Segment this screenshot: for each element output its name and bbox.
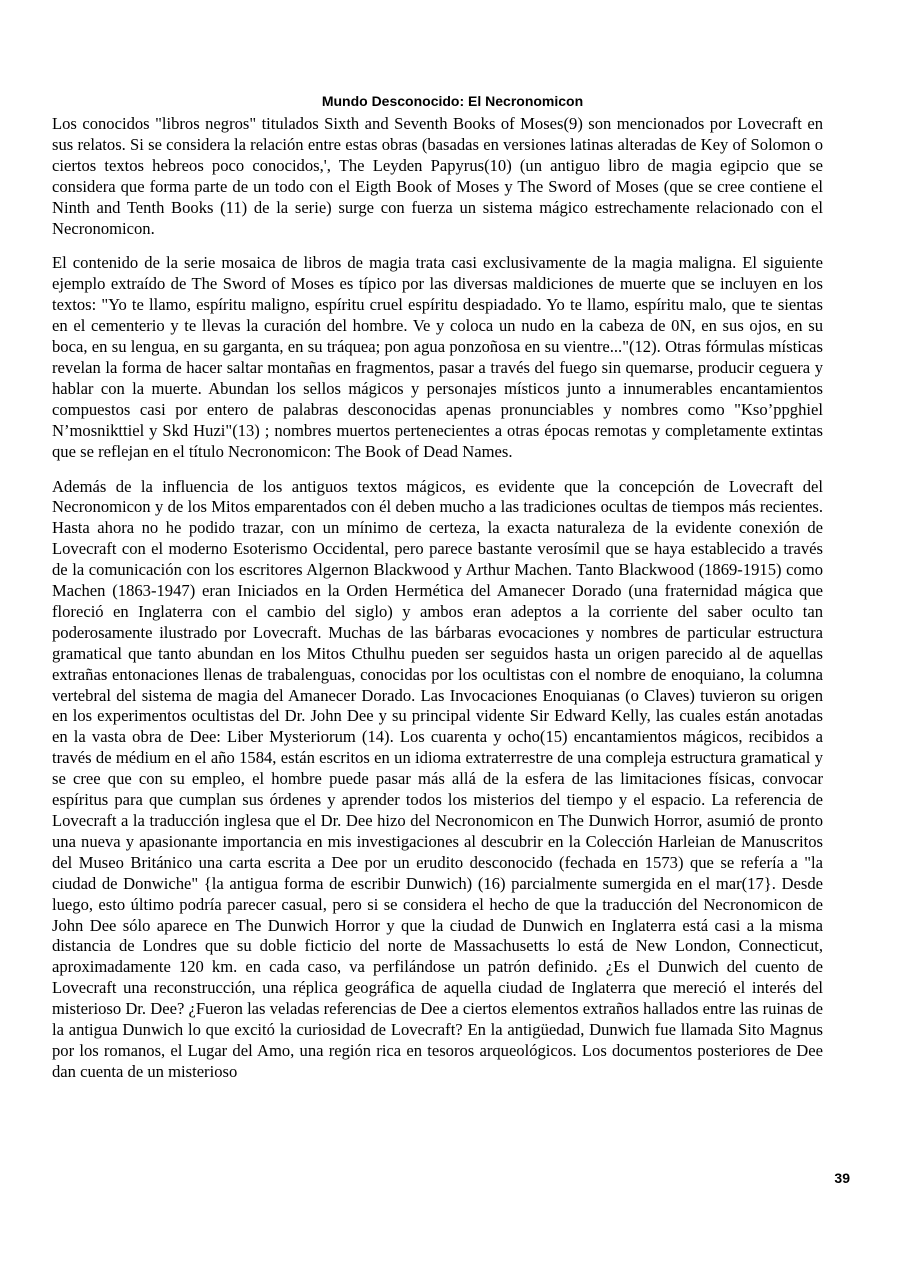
body-text: [52, 114, 823, 1097]
page-number: 39: [834, 1170, 850, 1186]
paragraph-3: Además de la influencia de los antiguos textos mágicos, es evidente que la concepción de Lovecraft del Necronomicon y de los Mitos emparentados con él deben mucho a las tradiciones ocultas de tiempos más recientes. Hasta ahora no he podido trazar, con un mínimo de certeza, la exacta naturaleza de la evidente conexión de Lovecraft con el moderno Esoterismo Occidental, pero parece bastante verosímil que se haya establecido a través de la comunicación con los escritores Algernon Blackwood y Arthur Machen. Tanto Blackwood (1869-1915) como Machen (1863-1947) eran Iniciados en la Orden Hermética del Amanecer Dorado (una fraternidad mágica que floreció en Inglaterra con el cambio del siglo) y ambos eran adeptos a la corriente del saber oculto tan poderosamente ilustrado por Lovecraft. Muchas de las bárbaras evocaciones y nombres de particular estructura gramatical que tanto abundan en los Mitos Cthulhu pueden ser seguidos hasta un origen parecido al de aquellas extrañas entonaciones llenas de trabalenguas, conocidas por los ocultistas con el nombre de enoquiano, la columna vertebral del sistema de magia del Amanecer Dorado. Las Invocaciones Enoquianas (o Claves) tuvieron su origen en los experimentos ocultistas del Dr. John Dee y su principal vidente Sir Edward Kelly, las cuales están anotadas en la vasta obra de Dee: Liber Mysteriorum (14). Los cuarenta y ocho(15) encantamientos mágicos, recibidos a través de médium en el año 1584, están escritos en un idioma extraterrestre de una compleja estructura gramatical y se cree que con su empleo, el hombre puede pasar más allá de la esfera de las limitaciones físicas, convocar espíritus para que cumplan sus órdenes y aprender todos los misterios del tiempo y el espacio. La referencia de Lovecraft a la traducción inglesa que el Dr. Dee hizo del Necronomicon en The Dunwich Horror, asumió de pronto una nueva y apasionante importancia en mis investigaciones al descubrir en la Colección Harleian de Manuscritos del Museo Británico una carta escrita a Dee por un erudito desconocido (fechada en 1573) que se refería a "la ciudad de Donwiche" {la antigua forma de escribir Dunwich) (16) parcialmente sumergida en el mar(17}. Desde luego, esto último podría parecer casual, pero si se considera el hecho de que la traducción del Necronomicon de John Dee sólo aparece en The Dunwich Horror y que la ciudad de Dunwich en Inglaterra está casi a la misma distancia de Londres que su doble ficticio del norte de Massachusetts lo está de New London, Connecticut, aproximadamente 120 km. en cada caso, va perfilándose un patrón definido. ¿Es el Dunwich del cuento de Lovecraft una reconstrucción, una réplica geográfica de aquella ciudad de Inglaterra que mereció el interés del misterioso Dr. Dee? ¿Fueron las veladas referencias de Dee a ciertos elementos extraños hallados entre las ruinas de la antigua Dunwich lo que excitó la curiosidad de Lovecraft? En la antigüedad, Dunwich fue llamada Sito Magnus por los romanos, el Lugar del Amo, una región rica en tesoros arqueológicos. Los documentos posteriores de Dee dan cuenta de un misterioso: [52, 476, 823, 1081]
paragraph-2: El contenido de la serie mosaica de libros de magia trata casi exclusivamente de la magia maligna. El siguiente ejemplo extraído de The Sword of Moses es típico por las diversas maldiciones de muerte que se incluyen en los textos: "Yo te llamo, espíritu maligno, espíritu cruel espíritu despiadado. Yo te llamo, espíritu malo, que te sientas en el cementerio y te llevas la curación del hombre. Ve y coloca un nudo en la cabeza de 0N, en sus ojos, en su boca, en su lengua, en su garganta, en su tráquea; pon agua ponzoñosa en su vientre..."(12). Otras fórmulas místicas revelan la forma de hacer saltar montañas en fragmentos, pasar a través del fuego sin quemarse, producir ceguera y hablar con la muerte. Abundan los sellos mágicos y personajes místicos junto a innumerables encantamientos compuestos casi por entero de palabras desconocidas apenas pronunciables y nombres como "Kso’ppghiel N’mosnikttiel y Skd Huzi"(13) ; nombres muertos pertenecientes a otras épocas remotas y completamente extintas que se reflejan en el título Necronomicon: The Book of Dead Names.: [52, 253, 823, 461]
running-header: Mundo Desconocido: El Necronomicon: [321, 93, 584, 109]
paragraph-1: Los conocidos "libros negros" titulados Sixth and Seventh Books of Moses(9) son mencionados por Lovecraft en sus relatos. Si se considera la relación entre estas obras (basadas en versiones latinas alteradas de Key of Solomon o ciertos textos hebreos poco conocidos,', The Leyden Papyrus(10) (un antiguo libro de magia egipcio que se considera que forma parte de un todo con el Eigth Book of Moses y The Sword of Moses (que se cree contiene el Ninth and Tenth Books (11) de la serie) surge con fuerza un sistema mágico estrechamente relacionado con el Necronomicon.: [52, 114, 823, 238]
